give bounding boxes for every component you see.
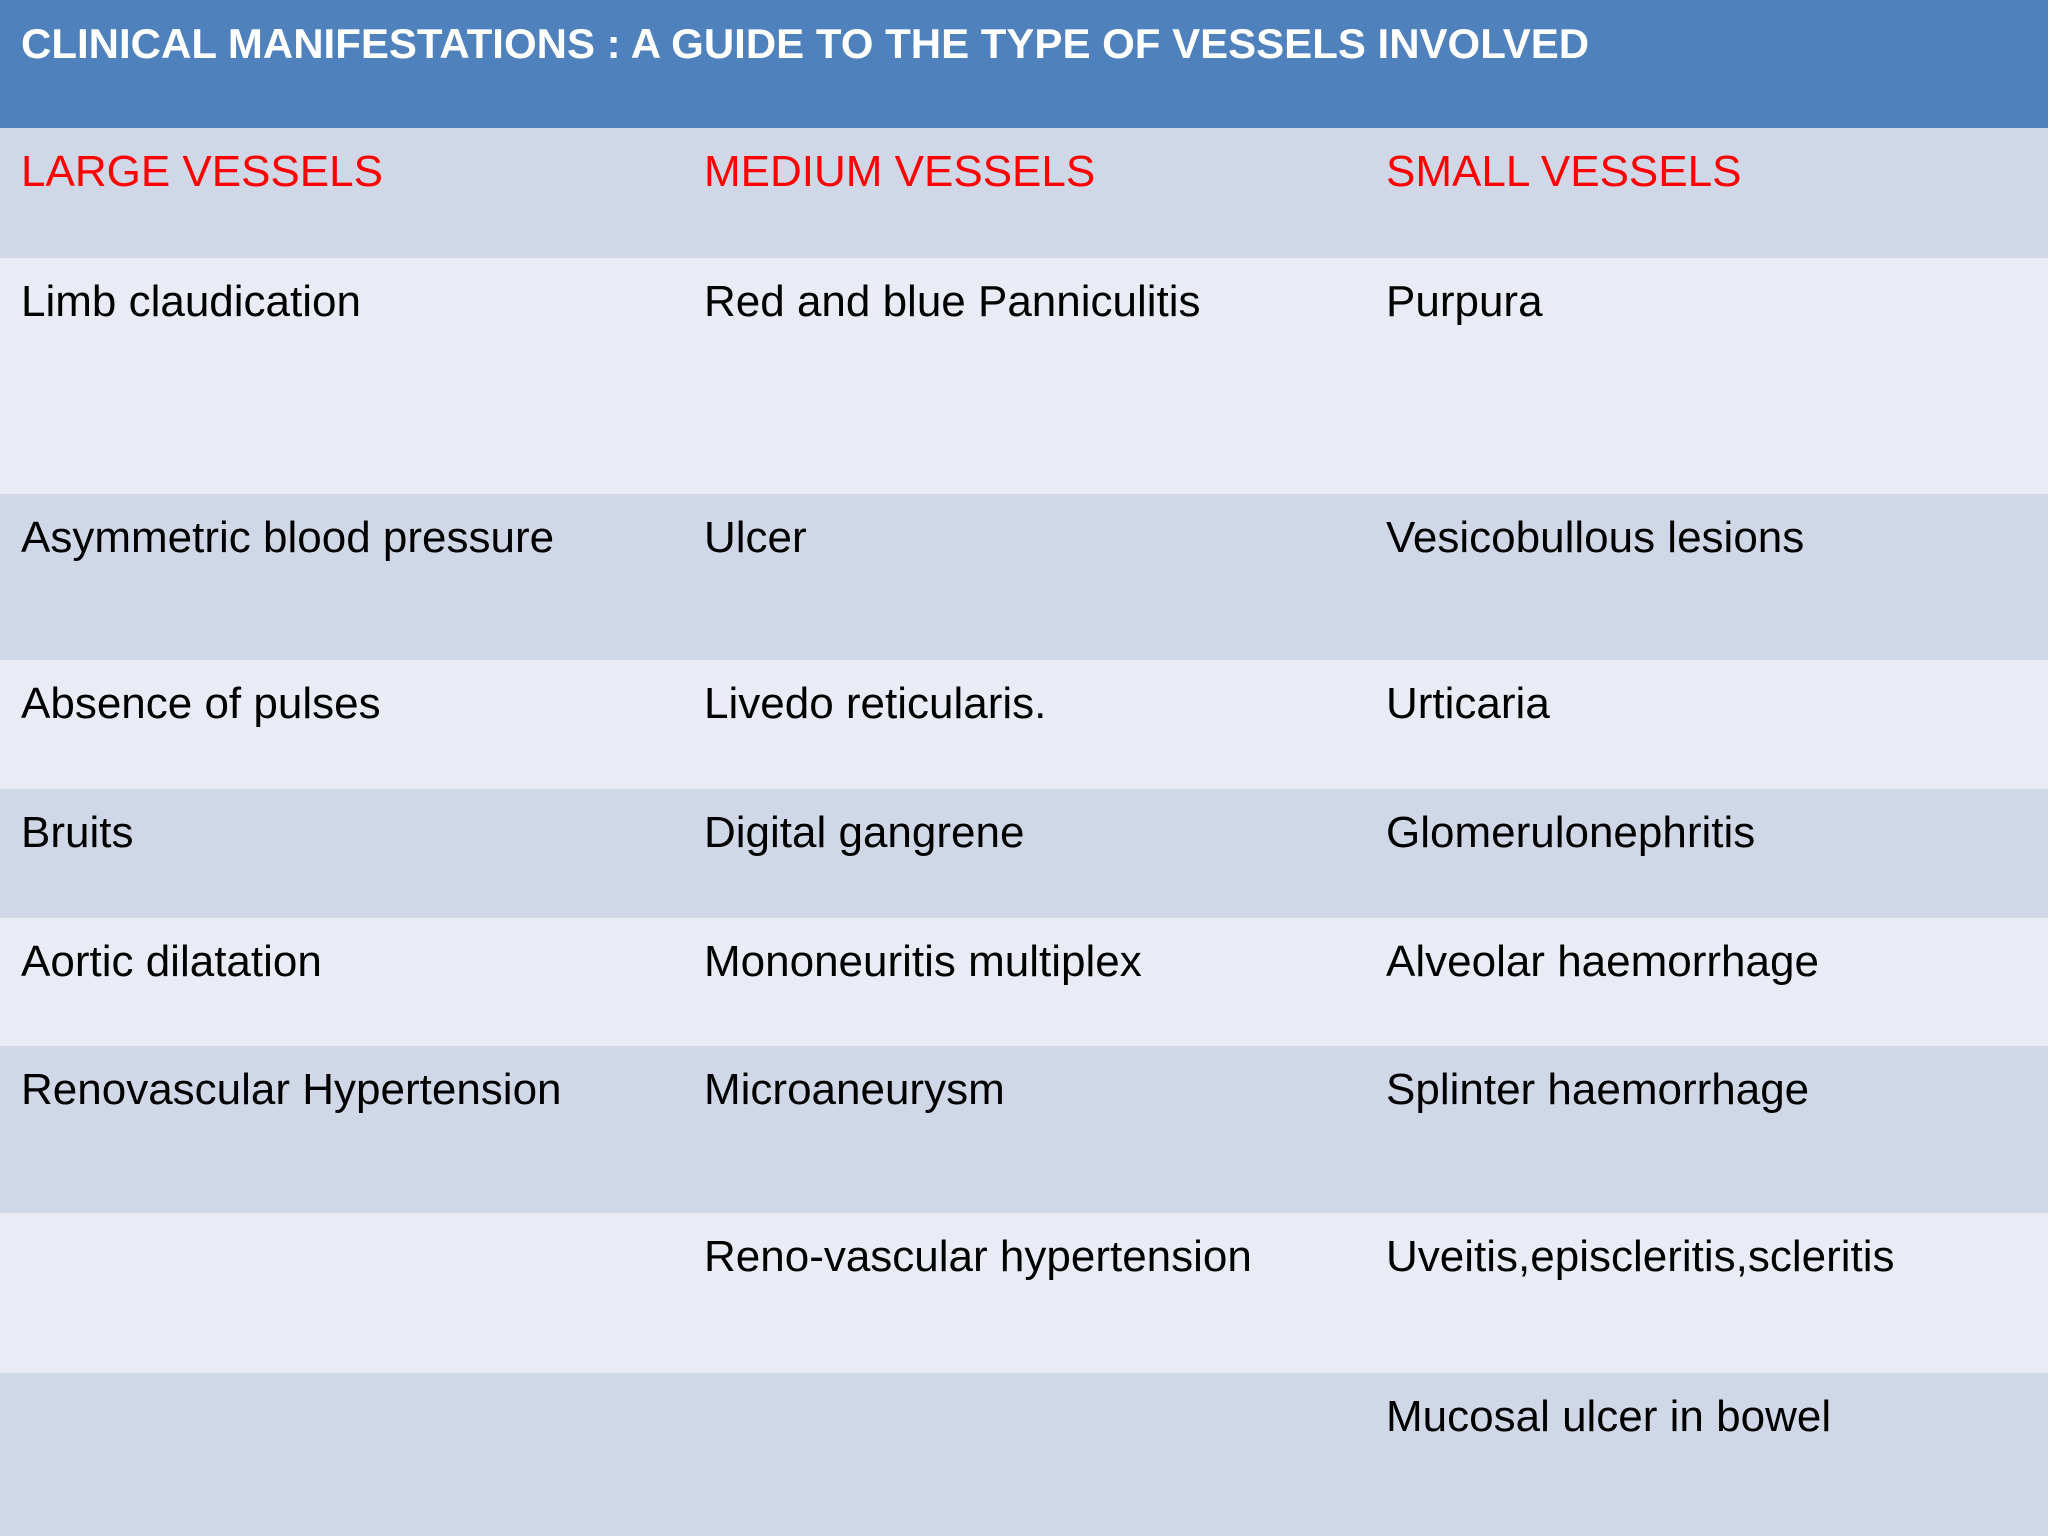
table-row xyxy=(0,1046,2048,1213)
medium-vessel-cell: Ulcer xyxy=(704,513,807,562)
vessels-table xyxy=(0,128,2048,1536)
large-vessel-cell: Aortic dilatation xyxy=(21,937,322,986)
title-bar xyxy=(0,0,2048,128)
medium-vessel-cell: Mononeuritis multiplex xyxy=(704,937,1142,986)
small-vessel-cell: Splinter haemorrhage xyxy=(1386,1065,1810,1114)
medium-vessel-cell: Livedo reticularis. xyxy=(704,679,1047,728)
small-vessel-cell: Glomerulonephritis xyxy=(1386,808,1756,857)
slide-title: CLINICAL MANIFESTATIONS : A GUIDE TO THE TYPE OF VESSELS INVOLVED xyxy=(21,20,1590,67)
medium-vessel-cell: Microaneurysm xyxy=(704,1065,1005,1114)
table-row xyxy=(0,660,2048,789)
small-vessel-cell: Urticaria xyxy=(1386,679,1550,728)
table-row xyxy=(0,1373,2048,1536)
table-row xyxy=(0,1213,2048,1373)
large-vessel-cell: Asymmetric blood pressure xyxy=(21,513,555,562)
large-vessel-cell: Bruits xyxy=(21,808,134,857)
header-small-vessels: SMALL VESSELS xyxy=(1386,147,1742,196)
table-row xyxy=(0,789,2048,918)
header-medium-vessels: MEDIUM VESSELS xyxy=(704,147,1096,196)
header-large-vessels: LARGE VESSELS xyxy=(21,147,383,196)
large-vessel-cell: Absence of pulses xyxy=(21,679,381,728)
large-vessel-cell: Renovascular Hypertension xyxy=(21,1065,562,1114)
small-vessel-cell: Purpura xyxy=(1386,277,1543,326)
medium-vessel-cell: Digital gangrene xyxy=(704,808,1025,857)
small-vessel-cell: Mucosal ulcer in bowel xyxy=(1386,1392,1832,1441)
medium-vessel-cell: Red and blue Panniculitis xyxy=(704,277,1201,326)
small-vessel-cell: Uveitis,episcleritis,scleritis xyxy=(1386,1232,1895,1281)
table-row xyxy=(0,258,2048,494)
small-vessel-cell: Alveolar haemorrhage xyxy=(1386,937,1819,986)
table-row xyxy=(0,918,2048,1046)
large-vessel-cell: Limb claudication xyxy=(21,277,361,326)
table-row xyxy=(0,494,2048,660)
medium-vessel-cell: Reno-vascular hypertension xyxy=(704,1232,1252,1281)
table-header-row xyxy=(0,128,2048,258)
small-vessel-cell: Vesicobullous lesions xyxy=(1386,513,1805,562)
